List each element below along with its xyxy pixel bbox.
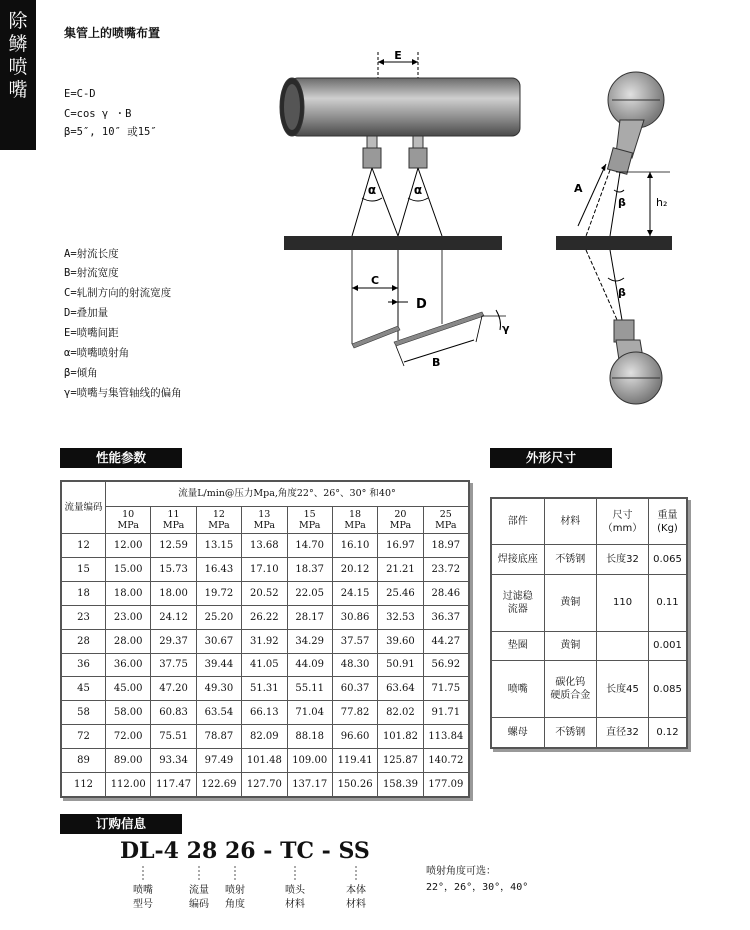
flow-value-cell: 41.05 bbox=[242, 653, 287, 677]
pressure-value: 18 bbox=[349, 508, 362, 520]
flow-value-cell: 20.12 bbox=[332, 557, 377, 581]
flow-code-cell: 58 bbox=[62, 701, 106, 725]
pressure-unit: MPa bbox=[435, 519, 457, 531]
header-pipe bbox=[290, 78, 520, 136]
flow-value-cell: 30.86 bbox=[332, 605, 377, 629]
order-code-pointers bbox=[0, 864, 750, 884]
order-code bbox=[120, 838, 370, 864]
dims-cell: 0.11 bbox=[648, 574, 686, 631]
angle-label-beta: β bbox=[618, 286, 626, 299]
flow-code-cell: 15 bbox=[62, 557, 106, 581]
pressure-value: 15 bbox=[303, 508, 316, 520]
pressure-header: 流量L/min@压力Mpa,角度22°、26°、30° 和40° bbox=[106, 482, 469, 507]
pressure-unit: MPa bbox=[208, 519, 230, 531]
pressure-value: 11 bbox=[167, 508, 180, 520]
dims-cell: 垫圈 bbox=[492, 631, 545, 661]
table-row bbox=[62, 725, 469, 749]
angle-label-alpha: α bbox=[413, 183, 423, 197]
angle-label-beta: β bbox=[618, 196, 626, 209]
side-tab-char: 除 bbox=[8, 10, 28, 32]
flow-value-cell: 112.00 bbox=[106, 773, 151, 797]
flow-value-cell: 44.27 bbox=[423, 629, 468, 653]
flow-value-cell: 16.97 bbox=[378, 533, 423, 557]
dims-cell: 过滤稳 流器 bbox=[492, 574, 545, 631]
table-row bbox=[492, 574, 687, 631]
flow-value-cell: 25.46 bbox=[378, 581, 423, 605]
order-code-sep: - bbox=[321, 838, 331, 864]
legend-line: B=射流宽度 bbox=[64, 267, 119, 279]
flow-code-cell: 112 bbox=[62, 773, 106, 797]
dim-label-c: C bbox=[370, 274, 380, 287]
flow-value-cell: 77.82 bbox=[332, 701, 377, 725]
flow-value-cell: 31.92 bbox=[242, 629, 287, 653]
pressure-col-header bbox=[196, 506, 241, 533]
flow-value-cell: 101.48 bbox=[242, 749, 287, 773]
formula-line: C=cos γ ・B bbox=[64, 108, 132, 120]
flow-code-cell: 18 bbox=[62, 581, 106, 605]
table-header-row bbox=[492, 499, 687, 545]
order-section-title: 订购信息 bbox=[60, 814, 182, 834]
flow-value-cell: 24.15 bbox=[332, 581, 377, 605]
pressure-col-header bbox=[151, 506, 196, 533]
table-row bbox=[492, 631, 687, 661]
table-row bbox=[492, 545, 687, 575]
dims-cell: 直径32 bbox=[597, 718, 649, 748]
table-row bbox=[62, 653, 469, 677]
flow-value-cell: 60.83 bbox=[151, 701, 196, 725]
flow-value-cell: 56.92 bbox=[423, 653, 468, 677]
order-code-tip: TC bbox=[280, 838, 314, 864]
legend-line: α=喷嘴喷射角 bbox=[64, 347, 130, 359]
flow-value-cell: 109.00 bbox=[287, 749, 332, 773]
flow-value-cell: 39.44 bbox=[196, 653, 241, 677]
flow-value-cell: 21.21 bbox=[378, 557, 423, 581]
dims-cell: 0.001 bbox=[648, 631, 686, 661]
flow-value-cell: 25.20 bbox=[196, 605, 241, 629]
flow-value-cell: 150.26 bbox=[332, 773, 377, 797]
dims-cell: 黄铜 bbox=[544, 574, 597, 631]
dims-cell: 喷嘴 bbox=[492, 661, 545, 718]
flow-value-cell: 47.20 bbox=[151, 677, 196, 701]
flow-value-cell: 14.70 bbox=[287, 533, 332, 557]
flow-value-cell: 140.72 bbox=[423, 749, 468, 773]
flow-value-cell: 23.72 bbox=[423, 557, 468, 581]
flow-value-cell: 15.73 bbox=[151, 557, 196, 581]
pressure-value: 12 bbox=[212, 508, 225, 520]
dims-col-header: 材料 bbox=[544, 499, 597, 545]
pressure-col-header bbox=[106, 506, 151, 533]
order-code-angle: 26 bbox=[224, 838, 256, 864]
order-label-model: 喷嘴 型号 bbox=[133, 885, 153, 910]
legend-line: E=喷嘴间距 bbox=[64, 327, 119, 339]
dims-cell: 螺母 bbox=[492, 718, 545, 748]
table-row bbox=[62, 557, 469, 581]
order-label-angle: 喷射 角度 bbox=[225, 885, 245, 910]
flow-code-cell: 23 bbox=[62, 605, 106, 629]
dim-label-b: B bbox=[432, 356, 441, 369]
dim-label-d: D bbox=[416, 297, 427, 312]
pressure-unit: MPa bbox=[253, 519, 275, 531]
angle-label-alpha: α bbox=[367, 183, 377, 197]
flow-value-cell: 117.47 bbox=[151, 773, 196, 797]
flow-value-cell: 48.30 bbox=[332, 653, 377, 677]
dim-label-e: E bbox=[394, 49, 402, 62]
dims-col-header: 尺寸 （mm） bbox=[597, 499, 649, 545]
flow-value-cell: 13.15 bbox=[196, 533, 241, 557]
flow-value-cell: 96.60 bbox=[332, 725, 377, 749]
dims-cell: 长度45 bbox=[597, 661, 649, 718]
flow-value-cell: 39.60 bbox=[378, 629, 423, 653]
flow-value-cell: 18.00 bbox=[151, 581, 196, 605]
flow-value-cell: 16.43 bbox=[196, 557, 241, 581]
flow-value-cell: 12.00 bbox=[106, 533, 151, 557]
flow-value-cell: 28.17 bbox=[287, 605, 332, 629]
flow-code-cell: 72 bbox=[62, 725, 106, 749]
flow-value-cell: 34.29 bbox=[287, 629, 332, 653]
flow-value-cell: 37.75 bbox=[151, 653, 196, 677]
pressure-col-header bbox=[287, 506, 332, 533]
flow-value-cell: 58.00 bbox=[106, 701, 151, 725]
flow-code-cell: 45 bbox=[62, 677, 106, 701]
pressure-value: 25 bbox=[439, 508, 452, 520]
order-code-flow: 28 bbox=[186, 838, 218, 864]
flow-value-cell: 37.57 bbox=[332, 629, 377, 653]
table-row bbox=[62, 749, 469, 773]
steel-plate-side bbox=[556, 236, 672, 250]
dims-section-title: 外形尺寸 bbox=[490, 448, 612, 468]
flow-value-cell: 71.75 bbox=[423, 677, 468, 701]
pressure-col-header bbox=[242, 506, 287, 533]
flow-value-cell: 82.09 bbox=[242, 725, 287, 749]
flow-value-cell: 28.46 bbox=[423, 581, 468, 605]
order-label-tip: 喷头 材料 bbox=[285, 885, 305, 910]
dims-col-header: 部件 bbox=[492, 499, 545, 545]
dims-cell: 0.065 bbox=[648, 545, 686, 575]
formula-line: β=5″, 10″ 或15″ bbox=[64, 126, 157, 138]
side-tab-char: 嘴 bbox=[8, 79, 28, 101]
dims-cell: 长度32 bbox=[597, 545, 649, 575]
flow-value-cell: 66.13 bbox=[242, 701, 287, 725]
diagram-title: 集管上的喷嘴布置 bbox=[64, 26, 161, 40]
dims-col-header: 重量 (Kg) bbox=[648, 499, 686, 545]
flow-code-cell: 12 bbox=[62, 533, 106, 557]
flow-value-cell: 60.37 bbox=[332, 677, 377, 701]
flow-value-cell: 63.64 bbox=[378, 677, 423, 701]
table-row bbox=[62, 773, 469, 797]
steel-plate bbox=[284, 236, 502, 250]
pressure-col-header bbox=[423, 506, 468, 533]
flow-value-cell: 49.30 bbox=[196, 677, 241, 701]
flow-value-cell: 97.49 bbox=[196, 749, 241, 773]
dims-cell bbox=[597, 631, 649, 661]
pressure-col-header bbox=[332, 506, 377, 533]
dims-cell: 0.085 bbox=[648, 661, 686, 718]
flow-value-cell: 119.41 bbox=[332, 749, 377, 773]
flow-value-cell: 91.71 bbox=[423, 701, 468, 725]
legend-line: D=叠加量 bbox=[64, 307, 109, 319]
table-row bbox=[62, 629, 469, 653]
flow-value-cell: 18.97 bbox=[423, 533, 468, 557]
flow-value-cell: 93.34 bbox=[151, 749, 196, 773]
table-row bbox=[62, 677, 469, 701]
side-tab-char: 喷 bbox=[8, 56, 28, 78]
dims-cell: 0.12 bbox=[648, 718, 686, 748]
flow-value-cell: 78.87 bbox=[196, 725, 241, 749]
flow-value-cell: 18.00 bbox=[106, 581, 151, 605]
pressure-value: 20 bbox=[394, 508, 407, 520]
perf-section-title: 性能参数 bbox=[60, 448, 182, 468]
flow-value-cell: 17.10 bbox=[242, 557, 287, 581]
dims-cell: 焊接底座 bbox=[492, 545, 545, 575]
flow-value-cell: 29.37 bbox=[151, 629, 196, 653]
table-row bbox=[62, 533, 469, 557]
flow-value-cell: 19.72 bbox=[196, 581, 241, 605]
flow-value-cell: 22.05 bbox=[287, 581, 332, 605]
flow-value-cell: 122.69 bbox=[196, 773, 241, 797]
flow-code-cell: 36 bbox=[62, 653, 106, 677]
side-category-tab bbox=[0, 0, 36, 150]
flow-value-cell: 18.37 bbox=[287, 557, 332, 581]
flow-value-cell: 88.18 bbox=[287, 725, 332, 749]
flow-value-cell: 16.10 bbox=[332, 533, 377, 557]
pressure-value: 13 bbox=[258, 508, 271, 520]
order-label-body: 本体 材料 bbox=[346, 885, 366, 910]
order-code-sep: - bbox=[263, 838, 273, 864]
flow-value-cell: 75.51 bbox=[151, 725, 196, 749]
flow-value-cell: 72.00 bbox=[106, 725, 151, 749]
flow-value-cell: 158.39 bbox=[378, 773, 423, 797]
flow-value-cell: 55.11 bbox=[287, 677, 332, 701]
legend-line: C=轧制方向的射流宽度 bbox=[64, 287, 172, 299]
flow-value-cell: 137.17 bbox=[287, 773, 332, 797]
flow-value-cell: 82.02 bbox=[378, 701, 423, 725]
flow-value-cell: 15.00 bbox=[106, 557, 151, 581]
order-code-model: DL-4 bbox=[120, 838, 179, 864]
flow-value-cell: 26.22 bbox=[242, 605, 287, 629]
pressure-unit: MPa bbox=[299, 519, 321, 531]
flow-value-cell: 44.09 bbox=[287, 653, 332, 677]
dim-label-a: A bbox=[574, 182, 583, 195]
flow-value-cell: 30.67 bbox=[196, 629, 241, 653]
code-header: 流量编码 bbox=[62, 482, 106, 534]
table-row bbox=[62, 605, 469, 629]
pressure-col-header bbox=[378, 506, 423, 533]
pressure-unit: MPa bbox=[117, 519, 139, 531]
flow-value-cell: 89.00 bbox=[106, 749, 151, 773]
dims-cell: 110 bbox=[597, 574, 649, 631]
formula-line: E=C-D bbox=[64, 88, 96, 100]
dims-cell: 黄铜 bbox=[544, 631, 597, 661]
table-row bbox=[492, 718, 687, 748]
flow-value-cell: 23.00 bbox=[106, 605, 151, 629]
pressure-unit: MPa bbox=[344, 519, 366, 531]
flow-value-cell: 51.31 bbox=[242, 677, 287, 701]
flow-code-cell: 28 bbox=[62, 629, 106, 653]
angle-options-title: 喷射角度可选： bbox=[426, 866, 496, 877]
flow-value-cell: 50.91 bbox=[378, 653, 423, 677]
flow-code-cell: 89 bbox=[62, 749, 106, 773]
flow-value-cell: 12.59 bbox=[151, 533, 196, 557]
dimensions-table bbox=[490, 497, 688, 749]
table-row bbox=[492, 661, 687, 718]
flow-value-cell: 13.68 bbox=[242, 533, 287, 557]
flow-value-cell: 177.09 bbox=[423, 773, 468, 797]
pressure-unit: MPa bbox=[162, 519, 185, 531]
nozzle-arrangement-diagram bbox=[270, 40, 710, 410]
flow-value-cell: 36.00 bbox=[106, 653, 151, 677]
order-code-body: SS bbox=[338, 838, 370, 864]
flow-value-cell: 125.87 bbox=[378, 749, 423, 773]
legend-line: γ=喷嘴与集管轴线的偏角 bbox=[64, 387, 182, 399]
dims-cell: 不锈钢 bbox=[544, 545, 597, 575]
flow-value-cell: 71.04 bbox=[287, 701, 332, 725]
pressure-value: 10 bbox=[122, 508, 135, 520]
angle-label-gamma: γ bbox=[502, 322, 510, 335]
table-row bbox=[62, 701, 469, 725]
flow-value-cell: 45.00 bbox=[106, 677, 151, 701]
order-label-flow: 流量 编码 bbox=[189, 885, 209, 910]
dims-cell: 不锈钢 bbox=[544, 718, 597, 748]
flow-value-cell: 24.12 bbox=[151, 605, 196, 629]
flow-value-cell: 127.70 bbox=[242, 773, 287, 797]
pressure-unit: MPa bbox=[389, 519, 412, 531]
flow-value-cell: 101.82 bbox=[378, 725, 423, 749]
flow-value-cell: 63.54 bbox=[196, 701, 241, 725]
flow-value-cell: 113.84 bbox=[423, 725, 468, 749]
flow-value-cell: 32.53 bbox=[378, 605, 423, 629]
table-row bbox=[62, 581, 469, 605]
legend-line: β=倾角 bbox=[64, 367, 98, 379]
side-tab-char: 鳞 bbox=[8, 33, 28, 55]
performance-table bbox=[60, 480, 470, 798]
angle-options-values: 22°，26°，30°，40° bbox=[426, 882, 529, 893]
flow-value-cell: 20.52 bbox=[242, 581, 287, 605]
dims-cell: 碳化钨 硬质合金 bbox=[544, 661, 597, 718]
flow-value-cell: 28.00 bbox=[106, 629, 151, 653]
dim-label-h2: h₂ bbox=[656, 196, 668, 209]
flow-value-cell: 36.37 bbox=[423, 605, 468, 629]
legend-line: A=射流长度 bbox=[64, 248, 119, 260]
